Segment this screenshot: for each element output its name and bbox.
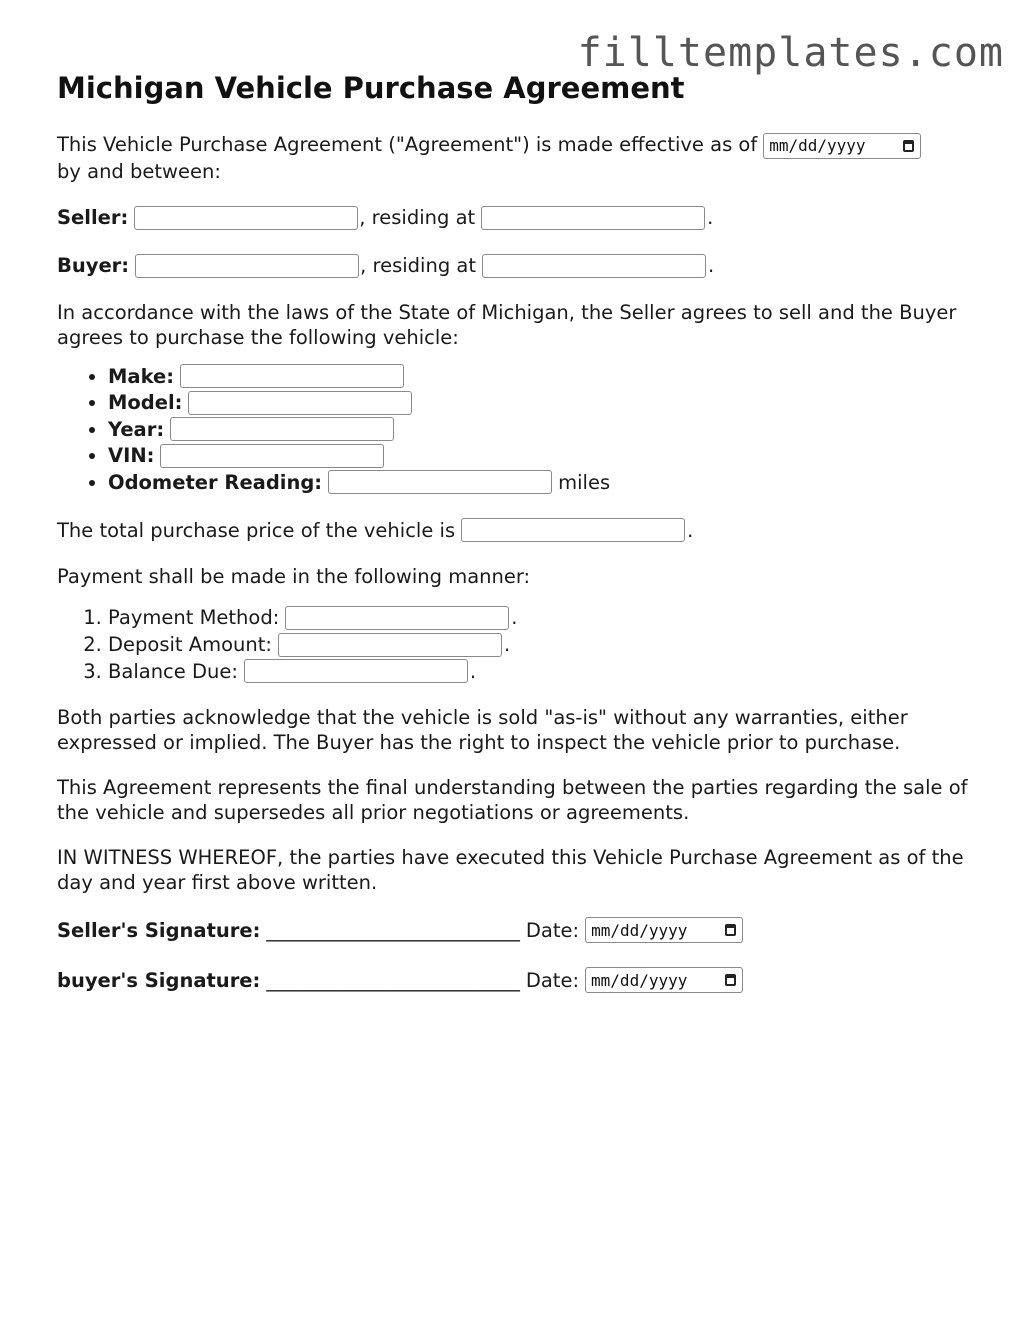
- buyer-name-input[interactable]: [135, 254, 359, 278]
- calendar-icon[interactable]: [725, 974, 736, 986]
- vin-label: • VIN:: [108, 444, 155, 468]
- price-text: The total purchase price of the vehicle is: [57, 518, 456, 542]
- payment-method-input[interactable]: [285, 606, 509, 630]
- buyer-period: .: [708, 254, 715, 277]
- seller-date-label: Date:: [525, 918, 580, 942]
- payment-list: [57, 605, 997, 685]
- deposit-amount-input[interactable]: [278, 633, 502, 657]
- odometer-unit: miles: [558, 470, 611, 494]
- list-item: [108, 443, 997, 470]
- seller-address-input[interactable]: [481, 206, 705, 230]
- deposit-amount-label: 2. Deposit Amount:: [108, 633, 272, 657]
- seller-label: Seller:: [57, 206, 129, 229]
- seller-signature-line[interactable]: __________________________: [266, 918, 520, 942]
- buyer-label: Buyer:: [57, 254, 130, 277]
- buyer-signature-line[interactable]: __________________________: [266, 968, 520, 992]
- intro-text-continued: by and between:: [57, 159, 221, 183]
- seller-signature-row: [57, 915, 997, 945]
- seller-residing-label: , residing at: [359, 206, 476, 229]
- payment-intro: Payment shall be made in the following manner:: [57, 565, 531, 589]
- vehicle-details-list: [57, 364, 997, 497]
- make-input[interactable]: [180, 364, 404, 388]
- payment-method-period: .: [511, 606, 518, 630]
- list-item: [108, 605, 997, 632]
- model-input[interactable]: [188, 391, 412, 415]
- balance-due-period: .: [469, 659, 477, 683]
- list-item: [108, 470, 997, 497]
- odometer-input[interactable]: [328, 470, 552, 494]
- seller-row: [57, 204, 997, 232]
- deposit-amount-period: .: [503, 633, 511, 657]
- price-period: .: [687, 518, 694, 542]
- date-placeholder: mm/dd/yyyy: [769, 136, 866, 155]
- price-input[interactable]: [461, 518, 685, 542]
- list-item: [108, 417, 997, 444]
- buyer-signature-label: buyer's Signature:: [57, 968, 261, 992]
- date-placeholder: mm/dd/yyyy: [591, 970, 688, 990]
- effective-date-input[interactable]: [763, 133, 921, 159]
- as-is-paragraph: Both parties acknowledge that the vehicle is sold "as-is" without any warranties, either expressed or implied. The Buyer has the right to inspect the vehicle prior to purchase.: [57, 706, 908, 755]
- seller-signature-label: Seller's Signature:: [57, 918, 261, 942]
- buyer-residing-label: , residing at: [360, 254, 476, 277]
- make-label: • Make:: [108, 364, 175, 388]
- list-item: [108, 364, 997, 391]
- year-input[interactable]: [170, 417, 394, 441]
- calendar-icon[interactable]: [725, 924, 736, 936]
- watermark: filltemplates.com: [577, 30, 1004, 76]
- buyer-address-input[interactable]: [482, 254, 706, 278]
- list-item: [108, 632, 997, 659]
- buyer-row: [57, 252, 997, 280]
- vin-input[interactable]: [160, 444, 384, 468]
- list-item: [108, 659, 997, 686]
- final-understanding-paragraph: This Agreement represents the final understanding between the parties regarding the sale of the vehicle and supersedes all prior negotiations or agreements.: [57, 776, 968, 825]
- balance-due-input[interactable]: [244, 659, 468, 683]
- witness-paragraph: IN WITNESS WHEREOF, the parties have executed this Vehicle Purchase Agreement as of the day and year first above written.: [57, 846, 964, 895]
- odometer-label: • Odometer Reading:: [108, 470, 323, 494]
- intro-text: This Vehicle Purchase Agreement ("Agreement") is made effective as of: [57, 133, 758, 156]
- price-row: [57, 516, 997, 544]
- year-label: • Year:: [108, 417, 165, 441]
- buyer-date-input[interactable]: [585, 967, 743, 993]
- date-placeholder: mm/dd/yyyy: [591, 920, 688, 940]
- balance-due-label: 3. Balance Due:: [108, 659, 238, 683]
- page-title: Michigan Vehicle Purchase Agreement: [57, 71, 685, 105]
- buyer-signature-row: [57, 965, 997, 995]
- seller-period: .: [707, 206, 714, 229]
- buyer-date-label: Date:: [525, 968, 580, 992]
- agreement-form: [57, 68, 997, 1015]
- model-label: • Model:: [108, 391, 183, 415]
- accordance-paragraph: In accordance with the laws of the State of Michigan, the Seller agrees to sell and the Buyer agrees to purchase the following vehicle:: [57, 300, 957, 349]
- seller-name-input[interactable]: [134, 206, 358, 230]
- seller-date-input[interactable]: [585, 917, 743, 943]
- calendar-icon[interactable]: [903, 140, 914, 152]
- intro-paragraph: [57, 132, 997, 184]
- payment-method-label: 1. Payment Method:: [108, 606, 280, 630]
- list-item: [108, 390, 997, 417]
